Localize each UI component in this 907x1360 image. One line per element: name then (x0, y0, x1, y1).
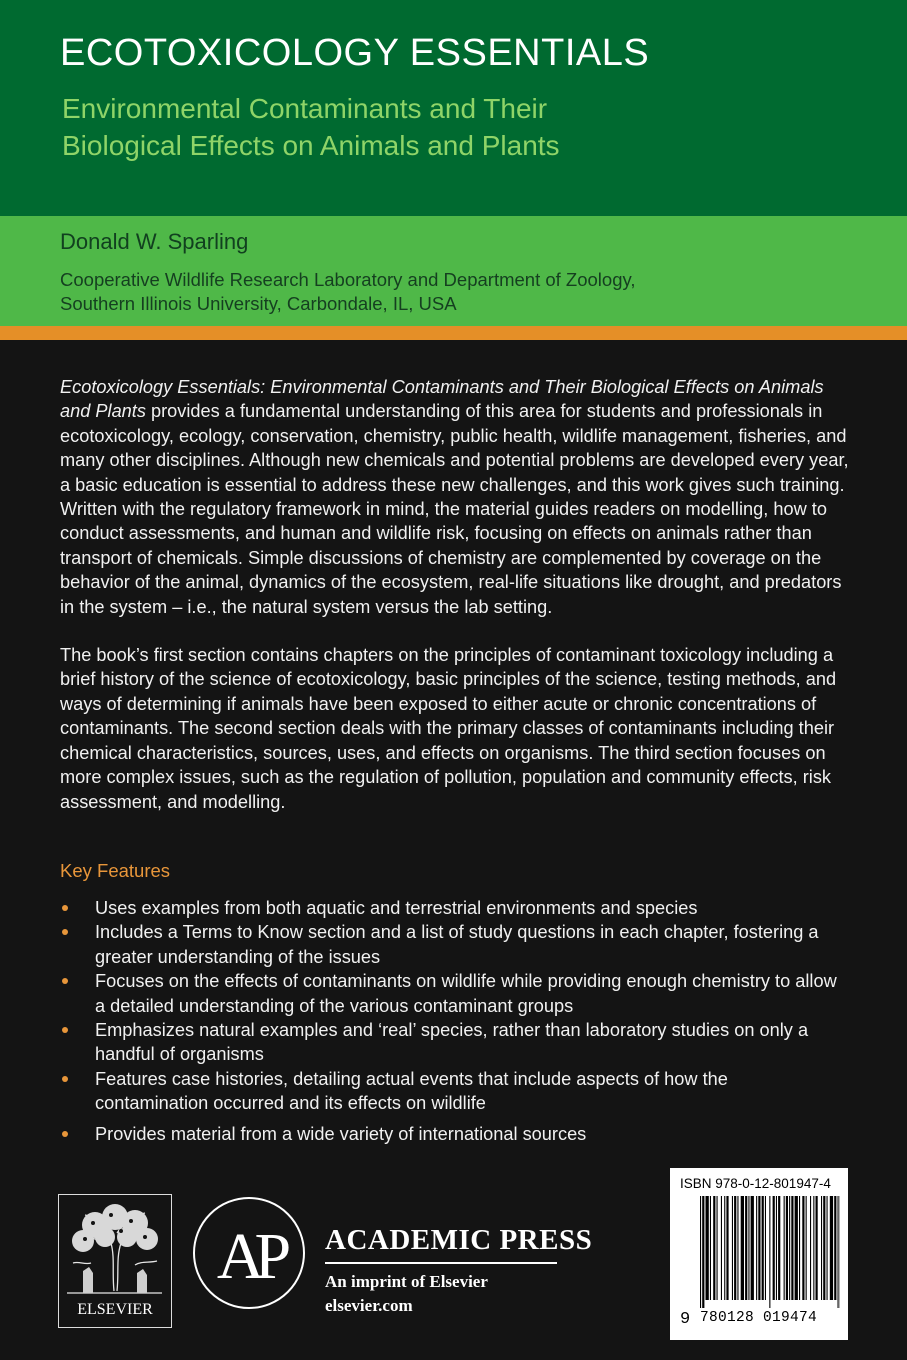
barcode-icon (700, 1196, 840, 1308)
description-paragraph-1-text: provides a fundamental understanding of this area for students and professionals in ecotoxicology, ecology, conservation, chemistry, public health, wildlife management, fisheries, and many other disciplines. Although new chemicals and potential problems are developed every year, a basic education is essential to address these new challenges, and this work gives such training. Written with the regulatory framework in mind, the material guides readers on modelling, how to conduct assessments, and human and wildlife risk, focusing on effects on animals rather than transport of chemicals. Simple discussions of chemistry are complemented by coverage on the behavior of the animal, dynamics of the ecosystem, real-life situations like drought, and predators in the system – i.e., the natural system versus the lab setting. (60, 401, 849, 617)
book-subtitle (62, 90, 560, 164)
feature-item: Includes a Terms to Know section and a list of study questions in each chapter, fostering a greater understanding of the issues (60, 920, 840, 969)
feature-item: Uses examples from both aquatic and terrestrial environments and species (60, 896, 840, 920)
description-book-title: Ecotoxicology Essentials: Environmental Contaminants and Their Biological Effects on Animals and Plants (60, 377, 824, 422)
description-paragraph-1 (60, 375, 850, 619)
author-name: Donald W. Sparling (60, 229, 249, 254)
subtitle-line-2: Biological Effects on Animals and Plants (62, 130, 560, 161)
ap-monogram-text: AP (216, 1220, 282, 1293)
book-title: ECOTOXICOLOGY ESSENTIALS (60, 32, 650, 74)
ap-monogram-icon (190, 1194, 308, 1312)
publisher-imprint: An imprint of Elsevier (325, 1272, 488, 1291)
isbn-label: ISBN 978-0-12-801947-4 (680, 1176, 831, 1191)
key-features-list (60, 896, 840, 1146)
publisher-divider (325, 1262, 557, 1264)
subtitle-line-1: Environmental Contaminants and Their (62, 93, 548, 124)
affiliation-line-2: Southern Illinois University, Carbondale, IL, USA (60, 293, 457, 314)
barcode-box (670, 1168, 848, 1340)
description-paragraph-2: The book’s first section contains chapters on the principles of contaminant toxicology including a brief history of the science of ecotoxicology, basic principles of the science, testing methods, and ways of determining if animals have been exposed to either acute or chronic concentrations of contaminants. The second section deals with the primary classes of contaminants including their chemical characteristics, sources, uses, and effects on organisms. The third section focuses on more complex issues, such as the regulation of pollution, population and community effects, risk assessment, and modelling. (60, 645, 837, 812)
accent-stripe (0, 326, 907, 340)
feature-item: Provides material from a wide variety of international sources (60, 1122, 840, 1146)
barcode-digits: 780128 019474 (700, 1310, 818, 1326)
elsevier-wordmark: ELSEVIER (77, 1301, 153, 1318)
affiliation-line-1: Cooperative Wildlife Research Laboratory and Department of Zoology, (60, 269, 636, 290)
feature-item: Focuses on the effects of contaminants on wildlife while providing enough chemistry to allow a detailed understanding of the various contaminant groups (60, 969, 840, 1018)
feature-item: Features case histories, detailing actual events that include aspects of how the contamination occurred and its effects on wildlife (60, 1067, 840, 1116)
key-features-heading: Key Features (60, 860, 171, 881)
elsevier-logo (58, 1194, 172, 1328)
book-description (60, 375, 850, 814)
publisher-website: elsevier.com (325, 1296, 413, 1315)
author-affiliation (60, 268, 880, 316)
tree-engraving-icon (65, 1203, 164, 1297)
publisher-name: ACADEMIC PRESS (325, 1224, 593, 1256)
feature-item: Emphasizes natural examples and ‘real’ species, rather than laboratory studies on only a handful of organisms (60, 1018, 840, 1067)
barcode-first-digit: 9 (680, 1310, 691, 1329)
